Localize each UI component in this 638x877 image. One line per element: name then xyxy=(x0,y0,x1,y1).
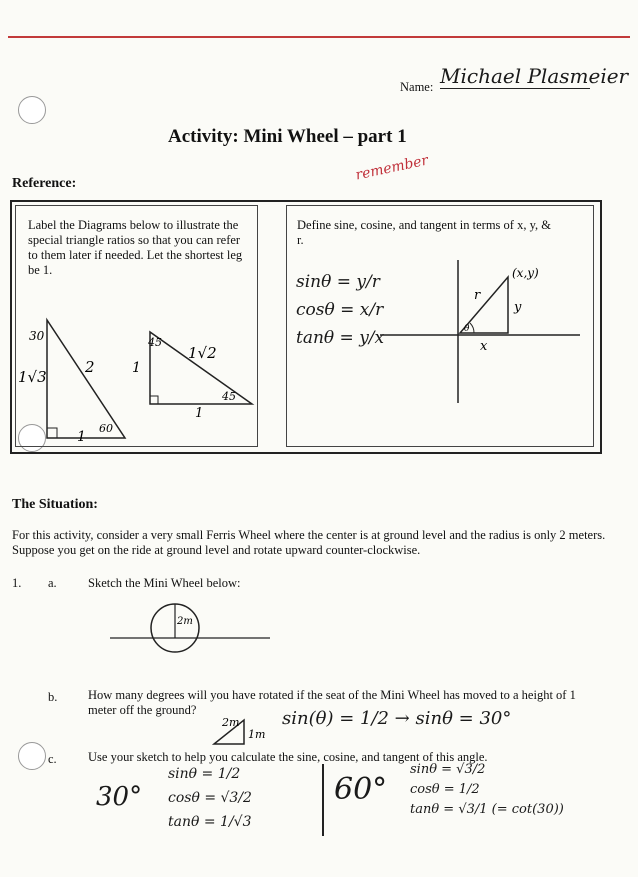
student-name: Michael Plasmeier xyxy=(440,64,629,88)
question-a-letter: a. xyxy=(48,576,57,590)
tri30-base: 1 xyxy=(77,429,86,445)
sin-60-answer: sinθ = √3/2 xyxy=(410,762,486,777)
tri45-base: 1 xyxy=(195,406,204,421)
triangle-30-60-90 xyxy=(47,320,125,438)
tri45-angle-bottom: 45 xyxy=(222,390,236,403)
question-b-letter: b. xyxy=(48,690,58,704)
cos-60-answer: cosθ = 1/2 xyxy=(410,782,480,797)
y-label: y xyxy=(514,300,522,315)
cos-30-answer: cosθ = √3/2 xyxy=(168,790,252,806)
point-label: (x,y) xyxy=(512,266,539,280)
situation-text: For this activity, consider a very small Ferris Wheel where the center is at ground level and the radius is only 2 meters. Suppose you get on the ride at ground level and rotate upward counter-clockwise. xyxy=(12,528,606,557)
red-margin-line xyxy=(8,36,630,38)
tan-30-answer: tanθ = 1/√3 xyxy=(168,814,252,830)
triangle-45-45-90 xyxy=(150,332,252,404)
question-number-1: 1. xyxy=(12,576,22,590)
sin-formula: sinθ = y/r xyxy=(296,272,380,292)
question-b-text: How many degrees will you have rotated if the seat of the Mini Wheel has moved to a height of 1 meter off the ground? xyxy=(88,688,576,717)
angle-30-answer: 30° xyxy=(96,782,143,812)
binder-hole-top xyxy=(18,96,46,124)
tri45-angle-top: 45 xyxy=(148,336,162,349)
situation-heading: The Situation: xyxy=(12,497,98,512)
question-c-letter: c. xyxy=(48,752,57,766)
tri30-angle-top: 30 xyxy=(29,329,45,343)
reference-heading: Reference: xyxy=(12,176,77,191)
question-b-answer: sin(θ) = 1/2 → sinθ = 30° xyxy=(282,708,512,729)
right-angle-mark-2 xyxy=(150,396,158,404)
question-c-text: Use your sketch to help you calculate the sine, cosine, and tangent of this angle. xyxy=(88,750,488,764)
theta-label: θ xyxy=(464,324,470,334)
answer-divider xyxy=(322,764,324,836)
cos-formula: cosθ = x/r xyxy=(296,300,384,320)
sin-30-answer: sinθ = 1/2 xyxy=(168,766,241,782)
radius-label: 2m xyxy=(177,616,193,627)
mini-wheel-sketch xyxy=(110,598,270,670)
remember-note: remember xyxy=(354,152,430,184)
angle-60-answer: 60° xyxy=(334,772,388,807)
triangle-side-label: 1m xyxy=(248,728,266,741)
x-label: x xyxy=(480,339,488,354)
name-label: Name: xyxy=(400,80,434,94)
special-triangles-svg xyxy=(15,300,256,445)
trig-definitions-instructions: Define sine, cosine, and tangent in terms of x, y, & r. xyxy=(297,218,551,247)
page-title: Activity: Mini Wheel – part 1 xyxy=(168,126,407,147)
unit-circle-axes-svg xyxy=(370,255,590,405)
tri30-angle-bottom: 60 xyxy=(99,422,113,435)
right-angle-mark-1 xyxy=(47,428,57,438)
tri30-side-left: 1√3 xyxy=(18,368,47,386)
tan-formula: tanθ = y/x xyxy=(296,328,385,348)
binder-hole-bottom xyxy=(18,742,46,770)
height-triangle-sketch xyxy=(210,712,270,748)
theta-arc xyxy=(470,323,474,333)
tri45-hypotenuse: 1√2 xyxy=(188,344,217,362)
tri30-hypotenuse: 2 xyxy=(85,358,95,376)
tan-60-answer: tanθ = √3/1 (= cot(30)) xyxy=(410,802,564,817)
question-a-text: Sketch the Mini Wheel below: xyxy=(88,576,241,590)
r-label: r xyxy=(474,288,481,303)
triangle-hyp-label: 2m xyxy=(222,716,240,729)
special-triangles-instructions: Label the Diagrams below to illustrate the special triangle ratios so that you can refer to them later if needed. Let the shortest leg be 1. xyxy=(28,218,243,277)
tri45-side-left: 1 xyxy=(132,360,141,376)
